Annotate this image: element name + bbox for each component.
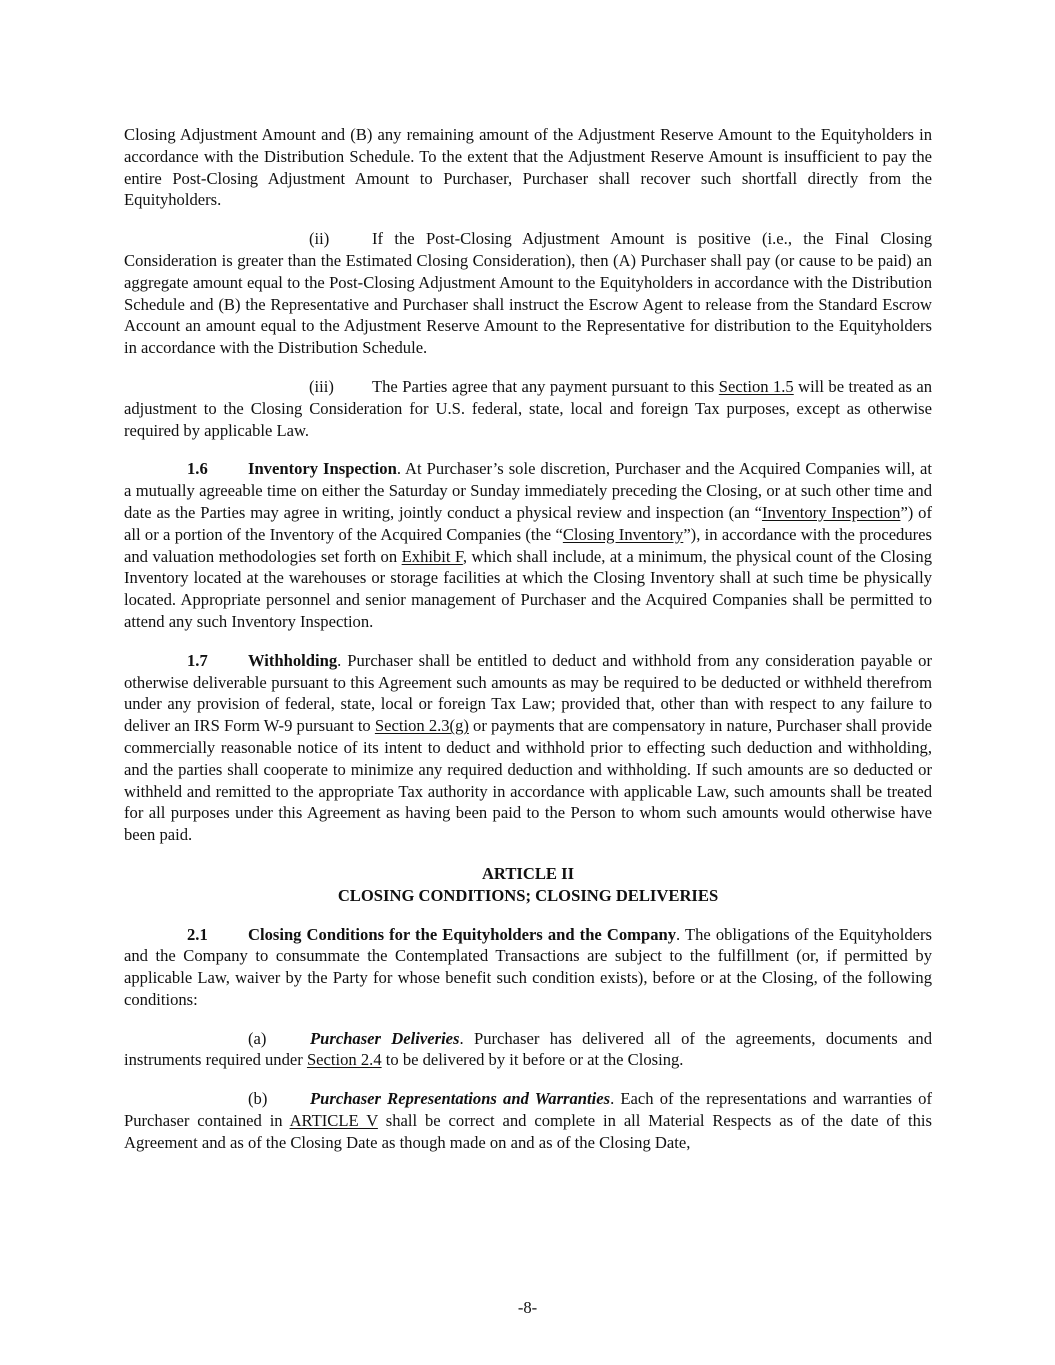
subsection-number: (a) xyxy=(248,1028,267,1048)
subsection-number: (b) xyxy=(248,1089,268,1109)
defined-term: Closing Inventory xyxy=(562,524,684,544)
article-number: ARTICLE II xyxy=(481,863,575,883)
subsection-number: (iii) xyxy=(309,376,334,396)
section-title: Withholding xyxy=(248,650,338,670)
defined-term: Inventory Inspection xyxy=(761,502,901,522)
section-1-7: 1.7 Withholding. Purchaser shall be entitled to deduct and withhold from any consideration payable or otherwise deliverable pursuant to this Agreement such amounts as may be required to be deducted or withheld therefrom under any provision of federal, state, local or foreign Tax Law; provided that, other than with respect to any failure to deliver an IRS Form W-9 pursuant to Section 2.3(g) or payments that are compensatory in nature, Purchaser shall provide commercially reasonable notice of its intent to deduct and withhold prior to effecting such deduction and withholding, and the parties shall cooperate to minimize any required deduction and withholding. If such amounts are so deducted or withheld and remitted to the appropriate Tax authority in accordance with applicable Law, such amounts shall be treated for all purposes under this Agreement as having been paid to the Person to whom such amounts would otherwise have been paid. xyxy=(124,650,933,845)
subsection-b: (b) Purchaser Representations and Warranties. Each of the representations and warranties of Purchaser contained in ARTICLE V shall be correct and complete in all Material Respects as of the date of this Agreement and as of the Closing Date as though made on and as of the Closing Date, xyxy=(124,1089,933,1152)
subsection-number: (ii) xyxy=(309,229,330,249)
subsection-title: Purchaser Representations and Warranties xyxy=(310,1089,611,1109)
article-title: CLOSING CONDITIONS; CLOSING DELIVERIES xyxy=(337,885,719,905)
section-1-6: 1.6 Inventory Inspection. At Purchaser’s sole discretion, Purchaser and the Acquired Companies will, at a mutually agreeable time on either the Saturday or Sunday immediately preceding the Closing, or at such other time and date as the Parties may agree in writing, jointly conduct a physical review and inspection (an “Inventory Inspection”) of all or a portion of the Inventory of the Acquired Companies (the “Closing Inventory”), in accordance with the procedures and valuation methodologies set forth on Exhibit F, which shall include, at a minimum, the physical count of the Closing Inventory located at the warehouses or storage facilities at which the Closing Inventory shall at such time be physically located. Appropriate personnel and senior management of Purchaser and the Acquired Companies shall be permitted to attend any such Inventory Inspection. xyxy=(124,459,933,631)
paragraph-continuation: Closing Adjustment Amount and (B) any remaining amount of the Adjustment Reserve Amount to the Equityholders in accordance with the Distribution Schedule. To the extent that the Adjustment Reserve Amount is insufficient to pay the entire Post-Closing Adjustment Amount to Purchaser, Purchaser shall recover such shortfall directly from the Equityholders. xyxy=(124,125,932,210)
section-2-1: 2.1 Closing Conditions for the Equityholders and the Company. The obligations of the Equityholders and the Company to consummate the Contemplated Transactions are subject to the fulfillment (or, if permitted by applicable Law, waiver by the Party for whose benefit such condition exists), before or at the Closing, of the following conditions: xyxy=(124,924,932,1009)
section-title: Closing Conditions for the Equityholders and the Company xyxy=(248,924,677,944)
subsection-title: Purchaser Deliveries xyxy=(310,1028,460,1048)
page-number: -8- xyxy=(517,1298,538,1317)
section-reference-link[interactable]: Section 2.3(g) xyxy=(374,716,469,736)
subsection-ii: (ii) If the Post-Closing Adjustment Amount is positive (i.e., the Final Closing Consideration is greater than the Estimated Closing Consideration), then (A) Purchaser shall pay (or cause to be paid) an aggregate amount equal to the Post-Closing Adjustment Amount to the Equityholders in accordance with the Distribution Schedule and (B) the Representative and Purchaser shall instruct the Escrow Agent to release from the Standard Escrow Account an amount equal to the Adjustment Reserve Amount to the Representative for distribution to the Equityholders in accordance with the Distribution Schedule. xyxy=(124,229,932,358)
article-reference-link[interactable]: ARTICLE V xyxy=(289,1111,378,1131)
exhibit-reference-link[interactable]: Exhibit F xyxy=(401,546,463,566)
section-number: 1.7 xyxy=(187,650,208,670)
section-number: 1.6 xyxy=(187,459,208,479)
subsection-a: (a) Purchaser Deliveries. Purchaser has delivered all of the agreements, documents and instruments required under Section 2.4 to be delivered by it before or at the Closing. xyxy=(124,1028,932,1070)
section-reference-link[interactable]: Section 2.4 xyxy=(306,1050,382,1070)
subsection-iii: (iii) The Parties agree that any payment pursuant to this Section 1.5 will be treated as an adjustment to the Closing Consideration for U.S. federal, state, local and foreign Tax purposes, except as otherwise required by applicable Law. xyxy=(124,376,932,440)
article-heading xyxy=(124,863,932,907)
section-number: 2.1 xyxy=(187,924,208,944)
section-reference-link[interactable]: Section 1.5 xyxy=(718,376,794,396)
section-title: Inventory Inspection xyxy=(248,459,397,479)
document-page xyxy=(124,124,932,1171)
